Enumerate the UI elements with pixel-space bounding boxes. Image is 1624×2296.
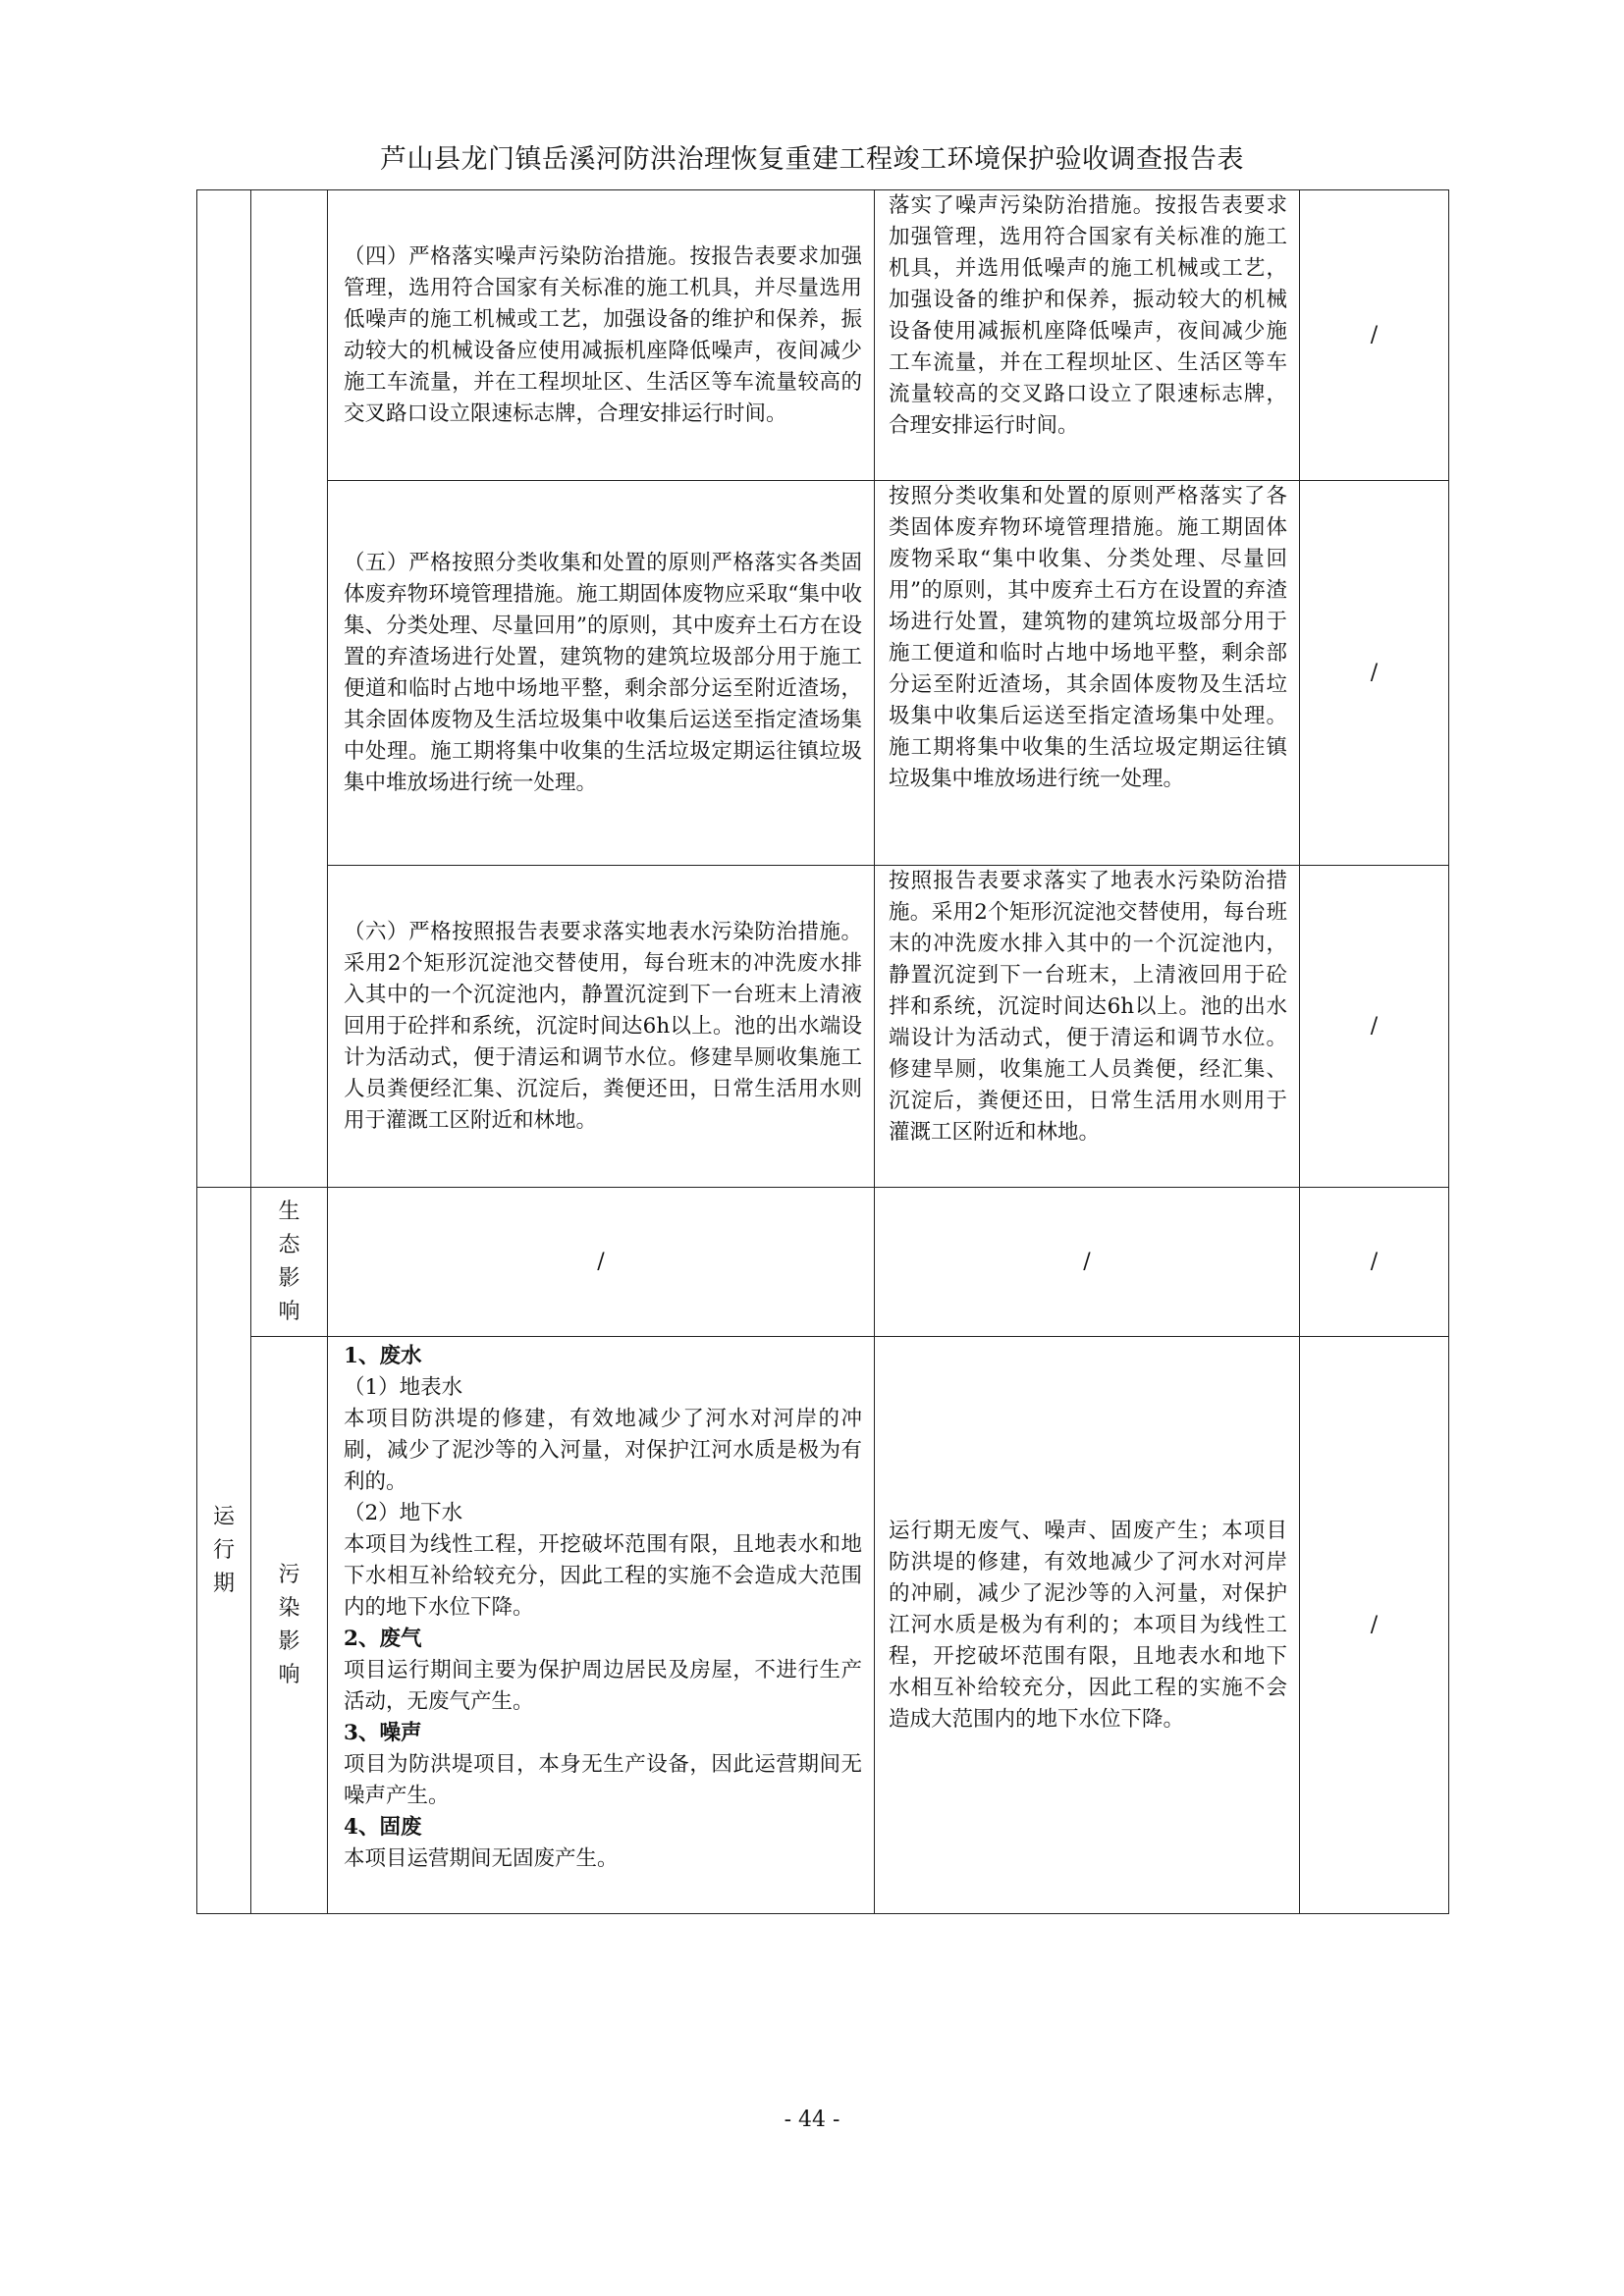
section-heading: 4、固废 xyxy=(344,1815,422,1840)
implementation-cell: 按照报告表要求落实了地表水污染防治措施。采用2个矩形沉淀池交替使用，每台班末的冲洗废水排入其中的一个沉淀池内，静置沉淀到下一台班末，上清液回用于砼拌和系统，沉淀时间达6h以上。池的出水端设计为活动式，便于清运和调节水位。修建旱厕，收集施工人员粪便，经汇集、沉淀后，粪便还田，日常生活用水则用于灌溉工区附近和林地。 xyxy=(875,866,1300,1188)
remark-cell: / xyxy=(1300,190,1449,481)
paragraph: 本项目为线性工程，开挖破坏范围有限，且地表水和地下水相互补给较充分，因此工程的实施不会造成大范围内的地下水位下降。 xyxy=(344,1532,862,1620)
section-heading: 3、噪声 xyxy=(344,1721,422,1745)
ecology-impact-label: 生 态 影 响 xyxy=(251,1188,328,1337)
implementation-cell: 落实了噪声污染防治措施。按报告表要求加强管理，选用符合国家有关标准的施工机具，并选用低噪声的施工机械或工艺，加强设备的维护和保养，振动较大的机械设备使用减振机座降低噪声，夜间减少施工车流量，并在工程坝址区、生活区等车流量较高的交叉路口设立了限速标志牌，合理安排运行时间。 xyxy=(875,190,1300,481)
operation-period-label: 运 行 期 xyxy=(197,1188,251,1914)
table-row xyxy=(197,190,1449,481)
requirement-cell: （六）严格按照报告表要求落实地表水污染防治措施。采用2个矩形沉淀池交替使用，每台班末的冲洗废水排入其中的一个沉淀池内，静置沉淀到下一台班末上清液回用于砼拌和系统，沉淀时间达6h以上。池的出水端设计为活动式，便于清运和调节水位。修建旱厕收集施工人员粪便经汇集、沉淀后，粪便还田，日常生活用水则用于灌溉工区附近和林地。 xyxy=(328,866,875,1188)
table-row xyxy=(197,1337,1449,1914)
section-heading: 2、废气 xyxy=(344,1627,422,1651)
subsection-heading: （1）地表水 xyxy=(344,1375,463,1400)
page-header: 芦山县龙门镇岳溪河防洪治理恢复重建工程竣工环境保护验收调查报告表 xyxy=(380,144,1244,175)
category-cell-empty xyxy=(251,190,328,1188)
table-row xyxy=(197,481,1449,866)
paragraph: 本项目防洪堤的修建，有效地减少了河水对河岸的冲刷，减少了泥沙等的入河量，对保护江河水质是极为有利的。 xyxy=(344,1407,862,1494)
pollution-implementation-cell: 运行期无废气、噪声、固废产生；本项目防洪堤的修建，有效地减少了河水对河岸的冲刷，减少了泥沙等的入河量，对保护江河水质是极为有利的；本项目为线性工程，开挖破坏范围有限，且地表水和地下水相互补给较充分，因此工程的实施不会造成大范围内的地下水位下降。 xyxy=(875,1337,1300,1914)
acceptance-table xyxy=(196,189,1449,1914)
ecology-requirement-cell: / xyxy=(328,1188,875,1337)
subsection-heading: （2）地下水 xyxy=(344,1501,463,1525)
table-row xyxy=(197,866,1449,1188)
remark-cell: / xyxy=(1300,866,1449,1188)
pollution-remark-cell: / xyxy=(1300,1337,1449,1914)
period-cell-empty xyxy=(197,190,251,1188)
ecology-implementation-cell: / xyxy=(875,1188,1300,1337)
table-row xyxy=(197,1188,1449,1337)
implementation-cell: 按照分类收集和处置的原则严格落实了各类固体废弃物环境管理措施。施工期固体废物采取“集中收集、分类处理、尽量回用”的原则，其中废弃土石方在设置的弃渣场进行处置，建筑物的建筑垃圾部分用于施工便道和临时占地中场地平整，剩余部分运至附近渣场，其余固体废物及生活垃圾集中收集后运送至指定渣场集中处理。施工期将集中收集的生活垃圾定期运往镇垃圾集中堆放场进行统一处理。 xyxy=(875,481,1300,866)
paragraph: 项目运行期间主要为保护周边居民及房屋，不进行生产活动，无废气产生。 xyxy=(344,1658,862,1714)
pollution-requirement-cell xyxy=(328,1337,875,1914)
requirement-cell: （五）严格按照分类收集和处置的原则严格落实各类固体废弃物环境管理措施。施工期固体废物应采取“集中收集、分类处理、尽量回用”的原则，其中废弃土石方在设置的弃渣场进行处置，建筑物的建筑垃圾部分用于施工便道和临时占地中场地平整，剩余部分运至附近渣场，其余固体废物及生活垃圾集中收集后运送至指定渣场集中处理。施工期将集中收集的生活垃圾定期运往镇垃圾集中堆放场进行统一处理。 xyxy=(328,481,875,866)
paragraph: 本项目运营期间无固废产生。 xyxy=(344,1846,619,1871)
pollution-impact-label: 污 染 影 响 xyxy=(251,1337,328,1914)
remark-cell: / xyxy=(1300,481,1449,866)
requirement-cell: （四）严格落实噪声污染防治措施。按报告表要求加强管理，选用符合国家有关标准的施工机具，并尽量选用低噪声的施工机械或工艺，加强设备的维护和保养，振动较大的机械设备应使用减振机座降低噪声，夜间减少施工车流量，并在工程坝址区、生活区等车流量较高的交叉路口设立限速标志牌，合理安排运行时间。 xyxy=(328,190,875,481)
section-heading: 1、废水 xyxy=(344,1344,422,1368)
page-number: - 44 - xyxy=(784,2108,840,2132)
ecology-remark-cell: / xyxy=(1300,1188,1449,1337)
paragraph: 项目为防洪堤项目，本身无生产设备，因此运营期间无噪声产生。 xyxy=(344,1752,862,1808)
